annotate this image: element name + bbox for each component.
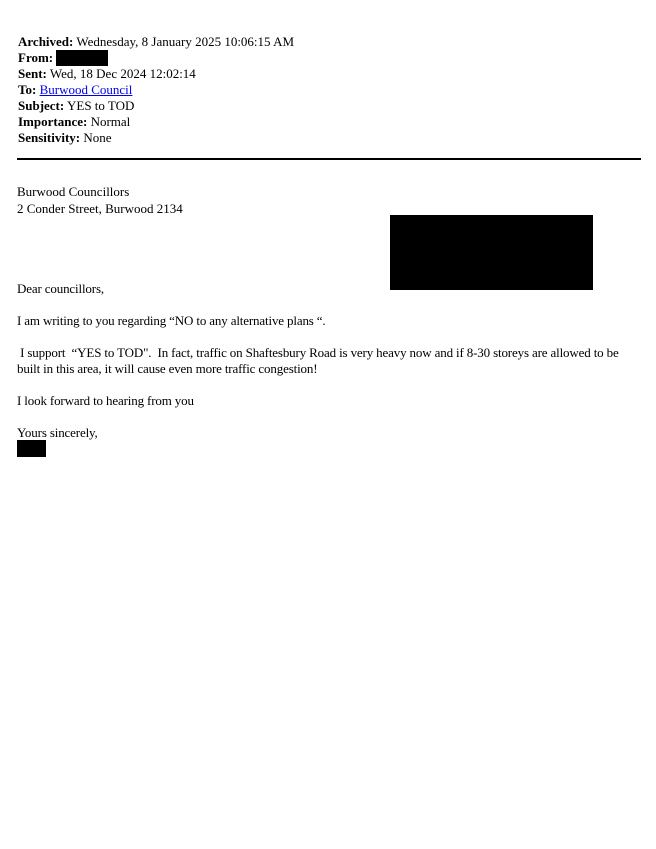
body-paragraph-1: I am writing to you regarding “NO to any alternative plans “. — [17, 313, 326, 328]
importance-row — [18, 114, 638, 130]
sensitivity-value: None — [83, 130, 112, 145]
archived-label: Archived: — [18, 34, 74, 49]
sent-value: Wed, 18 Dec 2024 12:02:14 — [49, 66, 196, 81]
header-divider — [17, 158, 641, 160]
email-header — [18, 34, 638, 146]
body-paragraph-2: I support “YES to TOD". In fact, traffic on Shaftesbury Road is very heavy now and if 8-30 storeys are allowed to be built in this area, it will cause even more traffic congestion! — [17, 345, 622, 376]
from-redaction — [56, 50, 108, 66]
to-label: To: — [18, 82, 37, 97]
sensitivity-row — [18, 130, 638, 146]
to-recipient-link[interactable]: Burwood Council — [39, 82, 133, 97]
subject-row — [18, 98, 638, 114]
archived-row — [18, 34, 638, 50]
sensitivity-label: Sensitivity: — [18, 130, 81, 145]
address-redaction-block — [390, 215, 593, 290]
address-line-2: 2 Conder Street, Burwood 2134 — [17, 201, 183, 216]
importance-value: Normal — [90, 114, 131, 129]
greeting: Dear councillors, — [17, 281, 104, 296]
subject-label: Subject: — [18, 98, 65, 113]
to-row — [18, 82, 638, 98]
importance-label: Importance: — [18, 114, 88, 129]
closing: Yours sincerely, — [17, 425, 98, 440]
from-row — [18, 50, 638, 66]
address-line-1: Burwood Councillors — [17, 184, 130, 199]
subject-value: YES to TOD — [67, 98, 135, 113]
sent-label: Sent: — [18, 66, 47, 81]
from-label: From: — [18, 50, 54, 65]
recipient-address — [17, 183, 183, 217]
sent-row — [18, 66, 638, 82]
signature-redaction — [17, 440, 46, 457]
archived-value: Wednesday, 8 January 2025 10:06:15 AM — [76, 34, 295, 49]
body-paragraph-3: I look forward to hearing from you — [17, 393, 194, 408]
